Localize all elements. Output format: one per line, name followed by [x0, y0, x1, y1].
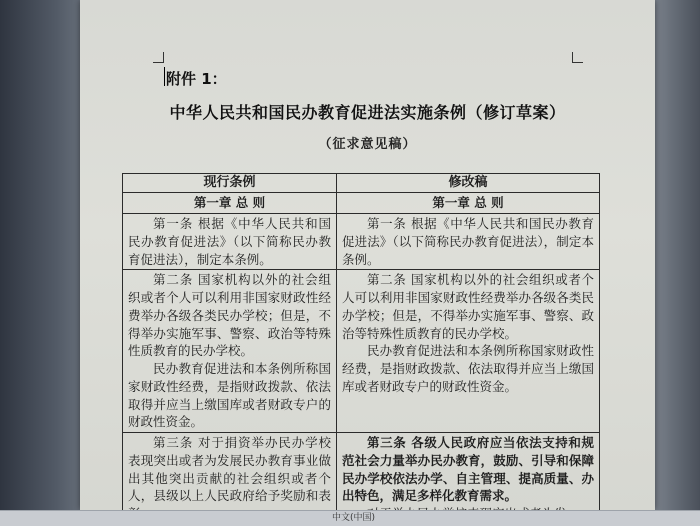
status-bar	[0, 510, 700, 526]
paragraph: 第一条 根据《中华人民共和国民办教育促进法》（以下简称民办教育促进法），制定本条例。	[128, 216, 331, 267]
document-page[interactable]	[80, 0, 655, 510]
chapter-current: 第一章 总 则	[123, 193, 337, 214]
document-title: 中华人民共和国民办教育促进法实施条例（修订草案）	[169, 103, 566, 122]
cell-current-article-2	[123, 270, 337, 433]
paragraph: 第二条 国家机构以外的社会组织或者个人可以利用非国家财政性经费举办各级各类民办学校；但是，不得举办实施军事、警察、政治等特殊性质教育的民办学校。	[128, 272, 331, 359]
cell-revised-article-2	[337, 270, 600, 433]
window-right-background	[655, 0, 700, 510]
paragraph: 第三条 对于捐资举办民办学校表现突出或者为发展民办教育事业做出其他突出贡献的社会组织或者个人，县级以上人民政府给予奖励和表	[128, 435, 331, 504]
paragraph: 第三条 各级人民政府应当依法支持和规范社会力量举办民办教育，鼓励、引导和保障民办学校依法办学、自主管理、提高质量、办出特色，满足多样化教育需求。	[342, 435, 594, 504]
crop-mark-top-left	[153, 52, 164, 63]
attachment-label: 附件 1：	[166, 70, 227, 88]
paragraph: 第二条 国家机构以外的社会组织或者个人可以利用非国家财政性经费举办各级各类民办学校；但是，不得举办实施军事、警察、政治等特殊性质教育的民办学校。	[342, 272, 594, 341]
paragraph: 民办教育促进法和本条例所称国家财政性经费，是指财政拨款、依法取得并应当上缴国库或者财政专户的财政性资金。	[128, 361, 331, 430]
table-chapter-row	[123, 193, 600, 214]
paragraph: 民办教育促进法和本条例所称国家财政性经费，是指财政拨款、依法取得并应当上缴国库或者财政专户的财政性资金。	[342, 343, 594, 394]
crop-mark-top-right	[572, 52, 583, 63]
paragraph: 第一条 根据《中华人民共和国民办教育促进法》（以下简称民办教育促进法），制定本条例。	[342, 216, 594, 267]
language-indicator[interactable]: 中文(中国)	[332, 513, 376, 523]
table-header-row	[123, 174, 600, 193]
window-left-background	[0, 0, 80, 510]
table-row	[123, 214, 600, 270]
header-revised: 修改稿	[337, 174, 600, 193]
document-subtitle: （征求意见稿）	[318, 137, 417, 152]
cell-current-article-1	[123, 214, 337, 270]
text-cursor	[164, 67, 165, 86]
comparison-table	[122, 173, 600, 523]
cell-revised-article-1	[337, 214, 600, 270]
header-current: 现行条例	[123, 174, 337, 193]
table-row	[123, 270, 600, 433]
chapter-revised: 第一章 总 则	[337, 193, 600, 214]
